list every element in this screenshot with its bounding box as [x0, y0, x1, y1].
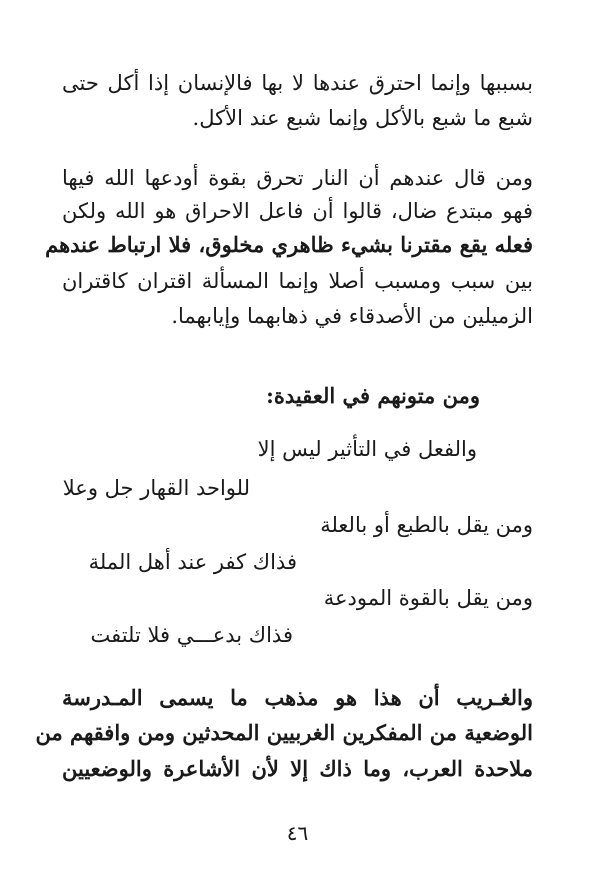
poem-verse-6: فذاك بدعـــي فلا تلتفت [90, 623, 293, 647]
paragraph-2-line-1: ومن قال عندهم أن النار تحرق بقوة أودعها الله فيها [62, 166, 533, 190]
poem-verse-3: ومن يقل بالطبع أو بالعلة [320, 513, 533, 537]
paragraph-2-line-2-text: فهو مبتدع ضال، قالوا أن فاعل الاحراق هو الله ولكن [62, 199, 533, 223]
poem-verse-2: للواحد القهار جل وعلا [62, 476, 250, 500]
poem-verse-4: فذاك كفر عند أهل الملة [88, 550, 297, 574]
poem-verse-5: ومن يقل بالقوة المودعة [323, 586, 533, 610]
paragraph-2-line-3: فعله يقع مقترنا بشيء ظاهري مخلوق، فلا ارتباط عندهم [45, 232, 533, 257]
paragraph-3-line-2: الوضعية من المفكرين الغربيين المحدثين ومن وافقهم من [35, 720, 533, 745]
paragraph-2-line-4: بين سبب ومسبب أصلا وإنما المسألة اقتران كاقتران [62, 269, 533, 293]
poem-verse-1: والفعل في التأثير ليس إلا [257, 437, 477, 461]
paragraph-2-line-2 [62, 196, 533, 226]
paragraph-3-line-3: ملاحدة العرب، وما ذاك إلا لأن الأشاعرة والوضعيين [62, 756, 533, 781]
paragraph-3-line-1: والغـريب أن هذا هو مذهب ما يسمى المـدرسة [62, 685, 533, 710]
paragraph-1-line-1: بسببها وإنما احترق عندها لا بها فالإنسان إذا أكل حتى [62, 71, 533, 95]
paragraph-1-line-2: شبع ما شبع بالأكل وإنما شبع عند الأكل. [192, 106, 533, 130]
paragraph-2-line-5: الزميلين من الأصدقاء في ذهابهما وإيابهما. [171, 304, 533, 328]
section-heading: ومن متونهم في العقيدة: [266, 383, 480, 408]
page-number: ٤٦ [286, 821, 309, 845]
